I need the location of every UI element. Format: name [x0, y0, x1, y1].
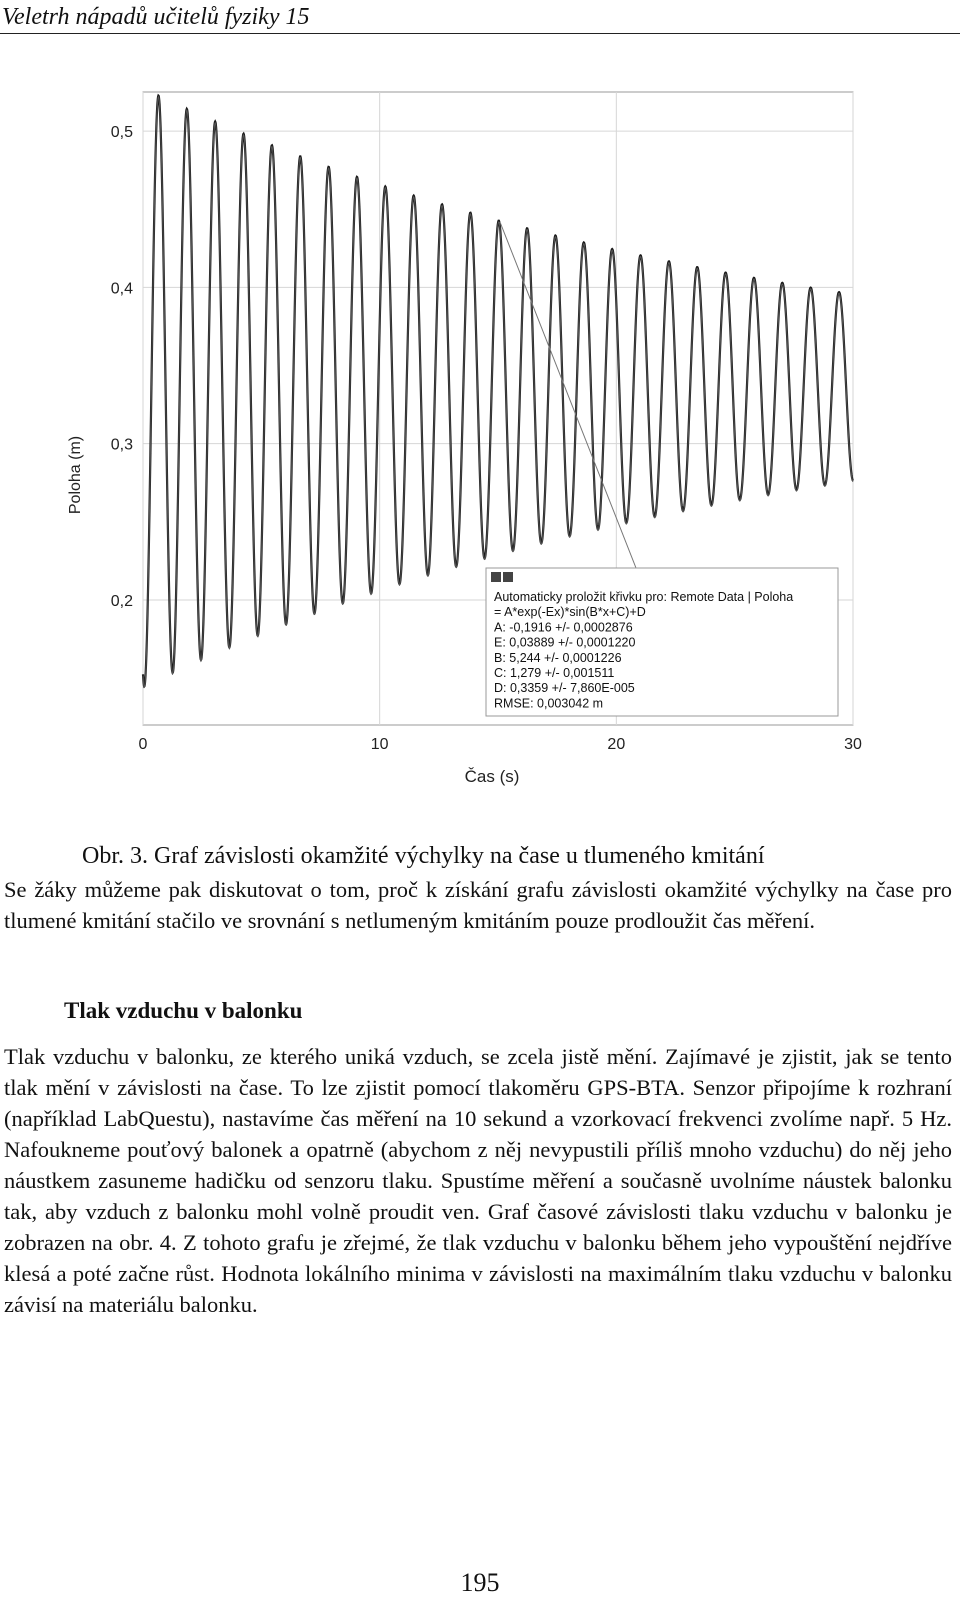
- annotation-line: D: 0,3359 +/- 7,860E-005: [494, 681, 635, 696]
- y-tick-label: 0,4: [110, 280, 133, 298]
- x-axis-label: Čas (s): [464, 767, 520, 786]
- page-number: 195: [460, 1568, 500, 1597]
- x-tick-label: 0: [138, 736, 148, 753]
- header-title: Veletrh nápadů učitelů fyziky 15: [2, 4, 310, 30]
- annotation-line: Automaticky proložit křivku pro: Remote Data | Poloha: [494, 590, 794, 604]
- x-tick-label: 30: [844, 736, 862, 753]
- x-tick-label: 20: [607, 736, 626, 753]
- annotation-line: B: 5,244 +/- 0,0001226: [494, 650, 622, 665]
- paragraph: Tlak vzduchu v balonku, ze kterého uniká vzduch, se zcela jistě mění. Zajímavé je zjistit, jak se tento tlak mění v závislosti na čase. To lze zjistit pomocí tlakoměru GPS-BTA. Senzor připojíme k rozhraní (například LabQuestu), nastavíme čas měření na 10 sekund a vzorkovací frekvenci zvolíme např. 5 Hz. Nafoukneme pouťový balonek a opatrně (abychom z něj nevypustili příliš mnoho vzduchu) do něj jeho náustkem zasuneme hadičku od senzoru tlaku. Spustíme měření a současně uvolníme náustek balonku tak, aby vzduch z balonku mohl volně proudit ven. Graf časové závislosti tlaku vzduchu v balonku je zobrazen na obr. 4. Z tohoto grafu je zřejmé, že tlak vzduchu v balonku během jeho vypouštění nejdříve klesá a poté začne růst. Hodnota lokálního minima v závislosti na maximálním tlaku vzduchu v balonku závisí na materiálu balonku.: [4, 1044, 952, 1317]
- damped-oscillation-chart: [0, 60, 960, 800]
- annotation-line: E: 0,03889 +/- 0,0001220: [494, 635, 636, 650]
- annotation-line: A: -0,1916 +/- 0,0002876: [494, 620, 633, 635]
- annotation-line: C: 1,279 +/- 0,001511: [494, 666, 615, 680]
- annotation-handle-icon: [491, 572, 501, 582]
- paragraph: Se žáky můžeme pak diskutovat o tom, proč k získání grafu závislosti okamžité výchylky na čase pro tlumené kmitání stačilo ve srovnání s netlumeným kmitáním pouze prodloužit čas měření.: [4, 877, 952, 933]
- y-axis-label: Poloha (m): [67, 435, 84, 515]
- annotation-line: = A*exp(-Ex)*sin(B*x+C)+D: [494, 605, 646, 620]
- fit-annotation-box: [486, 568, 838, 716]
- annotation-line: RMSE: 0,003042 m: [494, 696, 604, 711]
- annotation-handle-icon: [503, 572, 513, 582]
- running-header: [0, 0, 960, 34]
- x-tick-label: 10: [370, 736, 389, 753]
- figure-caption: Obr. 3. Graf závislosti okamžité výchylky na čase u tlumeného kmitání: [82, 843, 765, 869]
- y-tick-label: 0,2: [110, 592, 133, 610]
- section-heading: Tlak vzduchu v balonku: [64, 998, 303, 1023]
- y-tick-label: 0,3: [110, 436, 133, 454]
- y-tick-label: 0,5: [110, 124, 133, 142]
